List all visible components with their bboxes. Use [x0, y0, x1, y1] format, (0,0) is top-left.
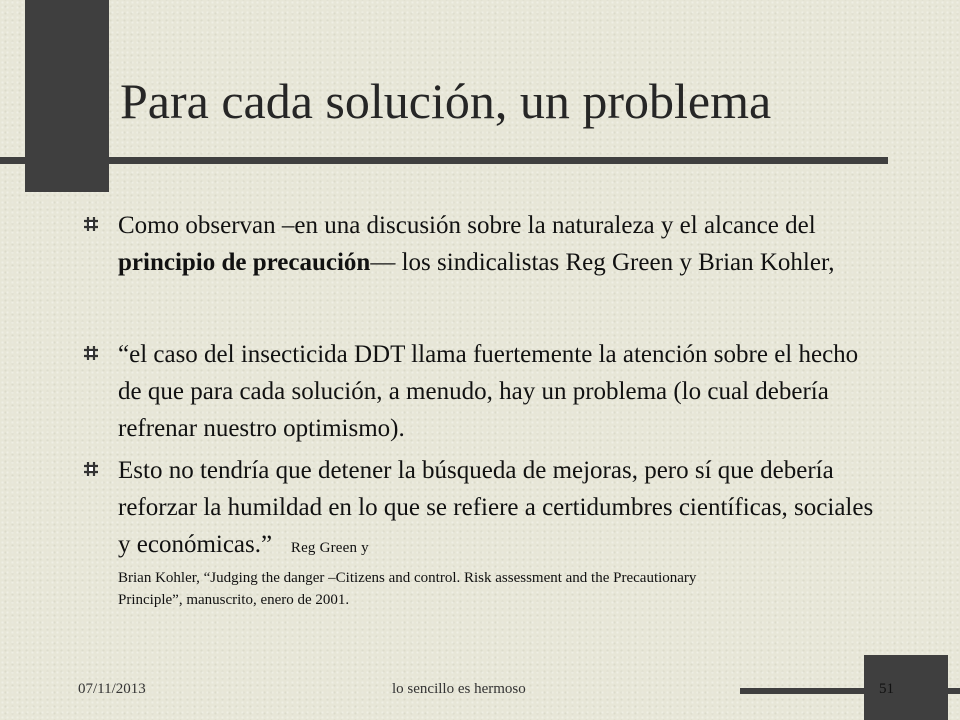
bullet-text [118, 452, 884, 567]
bullet-text: “el caso del insecticida DDT llama fuertemente la atención sobre el hecho de que para cada solución, a menudo, hay un problema (lo cual debería refrenar nuestro optimismo). [118, 341, 859, 442]
quote-text: Esto no tendría que detener la búsqueda de mejoras, pero sí que debería reforzar la humildad en lo que se refiere a certidumbres científicas, sociales y económicas.” [118, 457, 874, 558]
citation-line: Brian Kohler, “Judging the danger –Citizens and control. Risk assessment and the Precautionary [118, 570, 697, 586]
bullet-text-part: — los sindicalistas Reg Green y Brian Kohler, [370, 249, 835, 276]
title-rule [0, 157, 888, 164]
bullet-hash-icon [84, 217, 98, 231]
page-number: 51 [879, 681, 894, 697]
citation-start: Reg Green y [290, 540, 369, 556]
page-number-block [864, 655, 948, 720]
bullet-item [84, 336, 884, 447]
footer-date: 07/11/2013 [78, 681, 146, 697]
bullet-text-part: Como observan –en una discusión sobre la naturaleza y el alcance del [118, 212, 816, 239]
bullet-hash-icon [84, 462, 98, 476]
slide-title: Para cada solución, un problema [120, 73, 772, 129]
bullet-item [84, 452, 884, 611]
bullet-hash-icon [84, 346, 98, 360]
bullet-item [84, 207, 884, 281]
footer-caption: lo sencillo es hermoso [392, 681, 526, 697]
bullet-text [118, 207, 884, 281]
citation-line: Principle”, manuscrito, enero de 2001. [118, 592, 350, 608]
bullet-bold-term: principio de precaución [118, 249, 371, 276]
